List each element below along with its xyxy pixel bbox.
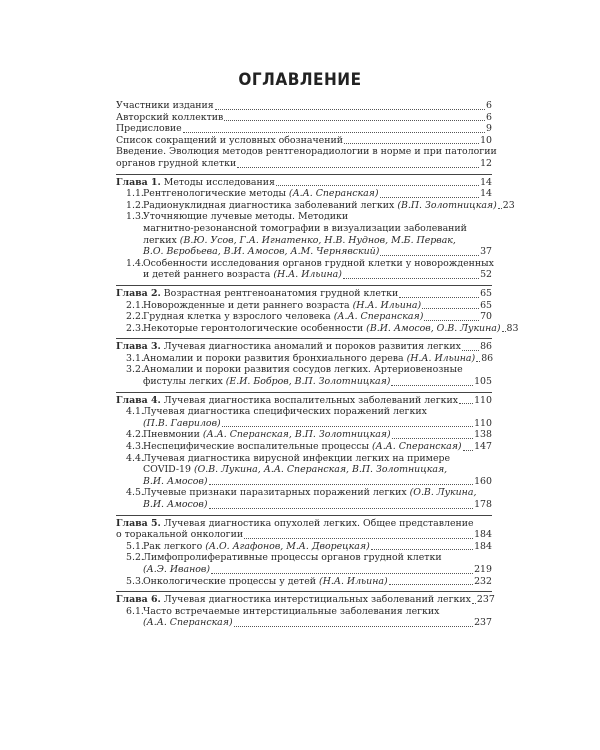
page-number: 6	[486, 100, 492, 111]
page-number: 138	[474, 429, 492, 441]
section-title: фистулы легких	[143, 376, 226, 388]
chapter-title: Лучевая диагностика опухолей легких. Общее представление	[163, 517, 474, 529]
toc-chapter-1[interactable]	[116, 174, 492, 189]
dot-leader	[183, 132, 485, 133]
dot-leader	[424, 320, 479, 321]
section-number: 4.4.	[126, 452, 144, 464]
section-number: 5.3.	[126, 575, 144, 587]
toc-chapter-4[interactable]	[116, 392, 492, 407]
dot-leader	[389, 584, 473, 585]
page-number: 110	[474, 417, 492, 429]
dot-leader	[276, 185, 479, 186]
section-number: 1.3.	[126, 211, 144, 223]
page-number: 70	[480, 311, 492, 323]
chapter-label: Глава 4.	[116, 394, 161, 406]
section-number: 3.1.	[126, 352, 144, 364]
section-author: (А.А. Сперанская, В.П. Золотницкая)	[202, 429, 391, 441]
toc-chapter-6[interactable]	[116, 591, 495, 606]
chapter-title: Лучевая диагностика воспалительных заболеваний легких	[163, 394, 459, 406]
section-title: Онкологические процессы у детей	[143, 575, 320, 587]
section-number: 1.2.	[126, 199, 144, 211]
toc-entry-introduction[interactable]	[116, 146, 497, 169]
page-number: 14	[480, 188, 492, 200]
page-number: 237	[474, 617, 492, 629]
section-title: Лимфопролиферативные процессы органов грудной клетки	[143, 552, 442, 564]
dot-leader	[209, 508, 474, 509]
page-number: 86	[481, 352, 494, 364]
dot-leader	[391, 385, 473, 386]
section-number: 5.1.	[126, 540, 144, 552]
page-number: 23	[502, 199, 515, 211]
page-number: 83	[506, 322, 519, 334]
section-number: 5.2.	[126, 552, 144, 564]
entry-text: органов грудной клетки	[116, 157, 237, 169]
chapter-title: Лучевая диагностика аномалий и пороков развития легких	[163, 341, 461, 353]
page-number: 219	[474, 563, 492, 575]
section-author: (В.Ю. Усов, Г.А. Игнатенко, Н.В. Нуднов, М.Б. Первак,	[179, 234, 456, 246]
toc-entry-participants[interactable]	[116, 100, 492, 112]
section-author: (О.В. Лукина,	[409, 487, 477, 499]
dot-leader	[224, 120, 485, 121]
entry-text: Предисловие	[116, 123, 182, 135]
chapter-label: Глава 5.	[116, 517, 161, 529]
section-author: (В.И. Амосов, О.В. Лукина)	[366, 322, 501, 334]
dot-leader	[222, 426, 473, 427]
page-number: 10	[480, 134, 492, 146]
dot-leader	[392, 438, 473, 439]
toc-section-5-1[interactable]	[116, 541, 492, 553]
dot-leader	[502, 331, 506, 332]
toc-entry-authors[interactable]	[116, 112, 492, 124]
section-title: Лучевая диагностика специфических поражений легких	[143, 406, 427, 418]
page-number: 178	[474, 499, 492, 510]
section-author: (А.А. Сперанская)	[143, 617, 233, 629]
toc-section-1-4[interactable]	[116, 258, 492, 281]
toc-section-1-2[interactable]	[116, 199, 515, 212]
page-number: 105	[474, 376, 492, 388]
section-title: COVID-19	[143, 464, 194, 476]
section-title: Пневмонии	[143, 429, 203, 441]
toc-section-1-1[interactable]	[116, 188, 492, 200]
toc-section-4-5[interactable]	[116, 487, 492, 510]
toc-section-5-3[interactable]	[116, 576, 492, 588]
section-author: (Н.А. Ильина)	[319, 575, 388, 587]
table-of-contents	[116, 100, 519, 629]
dot-leader	[459, 403, 473, 404]
dot-leader	[209, 484, 474, 485]
dot-leader	[498, 208, 502, 209]
section-title: Неспецифические воспалительные процессы	[143, 441, 372, 453]
chapter-label: Глава 2.	[116, 287, 161, 299]
entry-text: Список сокращений и условных обозначений	[116, 134, 343, 146]
section-number: 4.2.	[126, 429, 144, 441]
section-author: (П.В. Гаврилов)	[143, 417, 221, 429]
page-number: 184	[474, 529, 492, 541]
toc-section-4-3[interactable]	[116, 441, 492, 453]
page-number: 160	[474, 475, 492, 487]
section-number: 4.5.	[126, 487, 144, 499]
section-number: 4.3.	[126, 441, 144, 453]
section-number: 2.1.	[126, 299, 144, 311]
toc-chapter-3[interactable]	[116, 338, 492, 353]
section-title: Лучевые признаки паразитарных поражений легких	[143, 487, 410, 499]
dot-leader	[244, 538, 473, 539]
page-number: 65	[480, 299, 492, 311]
page-number: 52	[480, 269, 492, 281]
toc-section-4-4[interactable]	[116, 453, 492, 488]
dot-leader	[462, 350, 479, 351]
toc-section-3-2[interactable]	[116, 364, 492, 387]
dot-leader	[343, 278, 479, 279]
toc-section-2-3[interactable]	[116, 322, 519, 335]
chapter-title: Методы исследования	[163, 176, 275, 188]
chapter-title: Возрастная рентгеноанатомия грудной клетки	[163, 287, 399, 299]
chapter-title: о торакальной онкологии	[116, 529, 244, 541]
entry-text: Введение. Эволюция методов рентгенорадиологии в норме и при патологии	[116, 146, 497, 158]
dot-leader	[371, 549, 473, 550]
section-author: (О.В. Лукина, А.А. Сперанская, В.П. Золотницкая,	[193, 464, 448, 476]
section-author: (А.А. Сперанская)	[288, 188, 379, 200]
chapter-label: Глава 3.	[116, 341, 161, 353]
dot-leader	[234, 626, 473, 627]
page-number: 6	[486, 111, 492, 123]
section-title: Новорожденные и дети раннего возраста	[143, 299, 353, 311]
dot-leader	[380, 197, 480, 198]
dot-leader	[422, 308, 479, 309]
dot-leader	[380, 255, 479, 256]
dot-leader	[215, 109, 485, 110]
section-title: Радионуклидная диагностика заболеваний легких	[143, 199, 398, 211]
section-title: Особенности исследования органов грудной клетки у новорожденных	[143, 257, 494, 269]
section-number: 1.4.	[126, 257, 144, 269]
toc-chapter-2[interactable]	[116, 285, 492, 300]
section-title: Уточняющие лучевые методы. Методики	[143, 211, 349, 223]
page-number: 86	[480, 341, 492, 353]
toc-section-1-3[interactable]	[116, 211, 492, 257]
section-number: 1.1.	[126, 188, 144, 200]
page-title: ОГЛАВЛЕНИЕ	[238, 70, 362, 90]
page-number: 9	[486, 123, 492, 135]
page-number: 37	[480, 246, 492, 258]
toc-section-2-2[interactable]	[116, 311, 492, 323]
section-author: (А.О. Агафонов, М.А. Дворецкая)	[205, 540, 370, 552]
section-author: (Е.И. Бобров, В.П. Золотницкая)	[225, 376, 391, 388]
dot-leader	[399, 297, 479, 298]
section-number: 2.2.	[126, 311, 144, 323]
chapter-title: Лучевая диагностика интерстициальных заболеваний легких	[163, 594, 471, 606]
section-number: 3.2.	[126, 364, 144, 376]
section-author: В.О. Вєробьева, В.И. Амосов, А.М. Чернявский)	[143, 246, 380, 258]
section-author: В.И. Амосов)	[143, 499, 208, 510]
section-author: (Н.А. Ильина)	[352, 299, 422, 311]
page-number: 232	[474, 575, 492, 587]
page-number: 14	[480, 176, 492, 188]
dot-leader	[463, 450, 474, 451]
section-title: Рентгенологические методы	[143, 188, 289, 200]
section-author: (В.П. Золотницкая)	[397, 199, 497, 211]
dot-leader	[344, 143, 479, 144]
dot-leader	[472, 603, 476, 604]
toc-section-6-1[interactable]	[116, 606, 492, 629]
dot-leader	[211, 573, 473, 574]
section-author: (А.Э. Иванов)	[143, 563, 211, 575]
entry-text: Авторский коллектив	[116, 111, 224, 123]
section-number: 4.1.	[126, 406, 144, 418]
toc-entry-preface[interactable]	[116, 123, 492, 135]
toc-chapter-5[interactable]	[116, 515, 492, 541]
toc-entry-abbreviations[interactable]	[116, 135, 492, 147]
section-title: магнитно-резонансной томографии в визуализации заболеваний	[143, 222, 467, 234]
section-title: и детей раннего возраста	[143, 269, 274, 281]
section-title: Некоторые геронтологические особенности	[143, 322, 367, 334]
page-number: 110	[474, 394, 492, 406]
section-title: Лучевая диагностика вирусной инфекции легких на примере	[143, 452, 451, 464]
section-title: Аномалии и пороки развития бронхиального дерева	[143, 352, 407, 364]
section-title: Часто встречаемые интерстициальные заболевания легких	[143, 605, 440, 617]
page-number: 184	[474, 540, 492, 552]
section-title: Рак легкого	[143, 540, 206, 552]
section-author: (Н.А. Ильина)	[273, 269, 342, 281]
toc-section-2-1[interactable]	[116, 300, 492, 312]
toc-section-4-2[interactable]	[116, 429, 492, 441]
section-author: (А.А. Сперанская)	[333, 311, 424, 323]
section-author: (А.А. Сперанская)	[371, 441, 462, 453]
dot-leader	[237, 167, 479, 168]
chapter-label: Глава 1.	[116, 176, 161, 188]
chapter-label: Глава 6.	[116, 594, 161, 606]
section-number: 2.3.	[126, 322, 144, 334]
entry-text: Участники издания	[116, 100, 214, 111]
page-number: 65	[480, 287, 492, 299]
section-title: Грудная клетка у взрослого человека	[143, 311, 334, 323]
page-number: 12	[480, 157, 492, 169]
section-author: (Н.А. Ильина)	[406, 352, 476, 364]
toc-section-5-2[interactable]	[116, 552, 492, 575]
toc-section-4-1[interactable]	[116, 406, 492, 429]
section-author: В.И. Амосов)	[143, 475, 208, 487]
page-number: 237	[476, 594, 495, 606]
dot-leader	[476, 361, 480, 362]
page-number: 147	[474, 441, 492, 453]
section-number: 6.1.	[126, 605, 144, 617]
section-title: Аномалии и пороки развития сосудов легких. Артериовенозные	[143, 364, 463, 376]
section-title: легких	[143, 234, 180, 246]
toc-section-3-1[interactable]	[116, 353, 492, 365]
